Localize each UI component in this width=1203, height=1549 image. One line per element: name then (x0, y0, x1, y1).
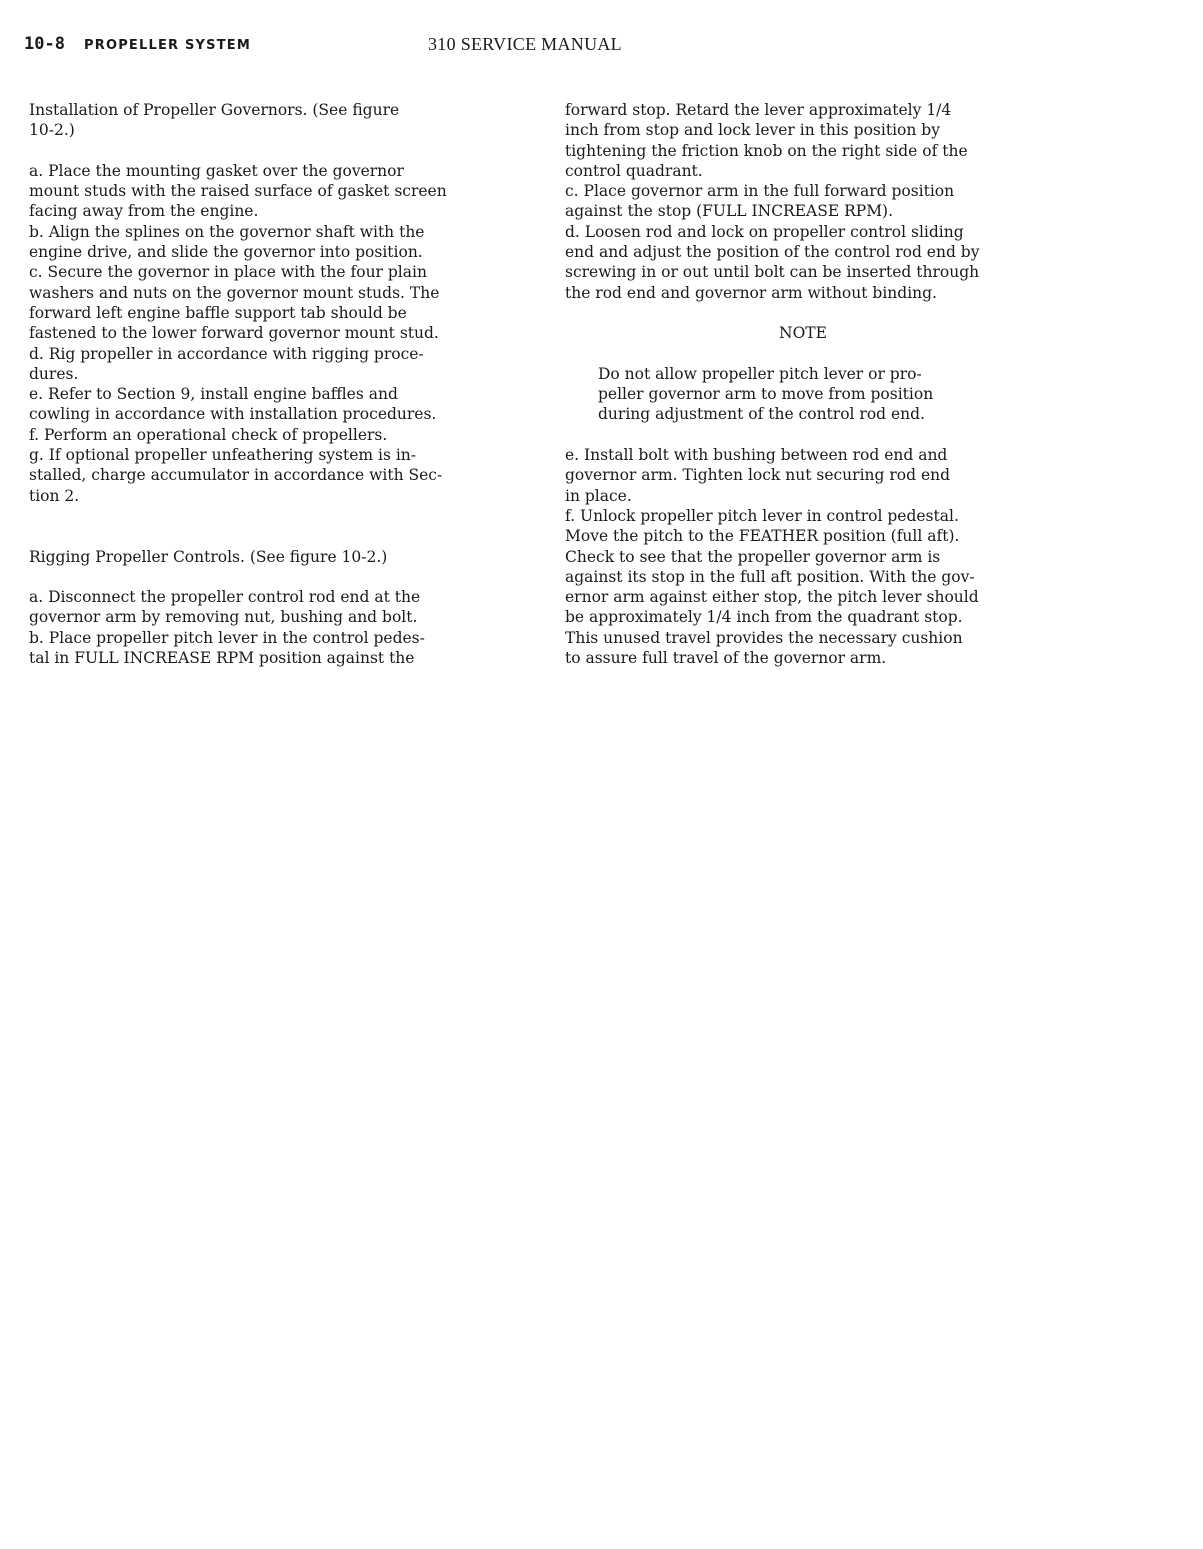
rigging-step-line: be approximately 1/4 inch from the quadrant stop. (565, 608, 963, 627)
install-step-line: a. Place the mounting gasket over the governor (29, 161, 404, 180)
install-step-line: engine drive, and slide the governor into position. (29, 243, 423, 262)
install-steps (29, 161, 519, 506)
section-name: PROPELLER SYSTEM (84, 38, 252, 53)
install-step-line: fastened to the lower forward governor mount stud. (29, 324, 439, 343)
page-header (24, 34, 1184, 58)
install-step-line: b. Align the splines on the governor shaft with the (29, 222, 425, 241)
rigging-step-line: control quadrant. (565, 161, 703, 180)
rigging-step-line: This unused travel provides the necessary cushion (565, 628, 963, 647)
install-step-line: g. If optional propeller unfeathering system is in- (29, 446, 417, 465)
note-heading: NOTE (779, 324, 827, 343)
install-heading-line: Installation of Propeller Governors. (See figure (29, 101, 400, 119)
rigging-step-line: against the stop (FULL INCREASE RPM). (565, 202, 894, 221)
rigging-heading: Rigging Propeller Controls. (See figure 10-2.) (29, 547, 388, 566)
rigging-step-line: b. Place propeller pitch lever in the control pedes- (29, 628, 425, 647)
rigging-step-line: forward stop. Retard the lever approximately 1/4 (565, 101, 952, 119)
rigging-step-line: governor arm by removing nut, bushing and bolt. (29, 608, 418, 627)
rigging-step-line: a. Disconnect the propeller control rod end at the (29, 588, 421, 607)
rigging-step-line: inch from stop and lock lever in this position by (565, 121, 940, 140)
install-step-line: washers and nuts on the governor mount studs. The (29, 283, 440, 302)
rigging-step-line: f. Unlock propeller pitch lever in control pedestal. (565, 506, 959, 525)
install-step-line: mount studs with the raised surface of gasket screen (29, 182, 447, 201)
rigging-step-line: in place. (565, 486, 632, 505)
install-heading (29, 100, 519, 141)
rigging-step-line: end and adjust the position of the control rod end by (565, 243, 980, 262)
rigging-step-line: d. Loosen rod and lock on propeller control sliding (565, 222, 964, 241)
install-step-line: f. Perform an operational check of propellers. (29, 425, 388, 444)
rigging-step-line: tightening the friction knob on the right side of the (565, 141, 968, 160)
install-step-line: cowling in accordance with installation procedures. (29, 405, 437, 424)
install-step-line: d. Rig propeller in accordance with rigging proce- (29, 344, 424, 363)
rigging-step-line: ernor arm against either stop, the pitch lever should (565, 588, 979, 607)
rigging-step-line: against its stop in the full aft position. With the gov- (565, 567, 975, 586)
note-line: during adjustment of the control rod end. (598, 405, 925, 424)
note-line: peller governor arm to move from position (598, 385, 934, 404)
install-step-line: tion 2. (29, 486, 80, 505)
manual-title: 310 SERVICE MANUAL (428, 34, 622, 54)
rigging-step-line: c. Place governor arm in the full forward position (565, 182, 955, 201)
right-column (565, 100, 1065, 668)
install-step-line: c. Secure the governor in place with the four plain (29, 263, 427, 282)
install-step-line: stalled, charge accumulator in accordance with Sec- (29, 466, 443, 485)
final-steps (565, 445, 1065, 668)
install-step-line: e. Refer to Section 9, install engine baffles and (29, 385, 398, 404)
rigging-step-line: screwing in or out until bolt can be inserted through (565, 263, 980, 282)
install-heading-line: 10-2.) (29, 121, 75, 140)
rigging-step-line: e. Install bolt with bushing between rod end and (565, 446, 948, 465)
rigging-step-line: tal in FULL INCREASE RPM position against the (29, 649, 415, 668)
install-step-line: facing away from the engine. (29, 202, 259, 221)
rigging-step-line: the rod end and governor arm without binding. (565, 283, 937, 302)
note-line: Do not allow propeller pitch lever or pro- (598, 364, 922, 383)
page-number: 10-8 (24, 34, 65, 54)
install-step-line: forward left engine baffle support tab should be (29, 303, 407, 322)
note-block (565, 364, 1065, 425)
left-column (29, 100, 519, 668)
install-step-line: dures. (29, 364, 79, 383)
rigging-step-line: to assure full travel of the governor arm. (565, 649, 887, 668)
rigging-step-line: Move the pitch to the FEATHER position (full aft). (565, 527, 960, 546)
rigging-steps (29, 587, 519, 668)
continued-steps (565, 100, 1065, 303)
rigging-step-line: governor arm. Tighten lock nut securing rod end (565, 466, 951, 485)
rigging-step-line: Check to see that the propeller governor arm is (565, 547, 941, 566)
